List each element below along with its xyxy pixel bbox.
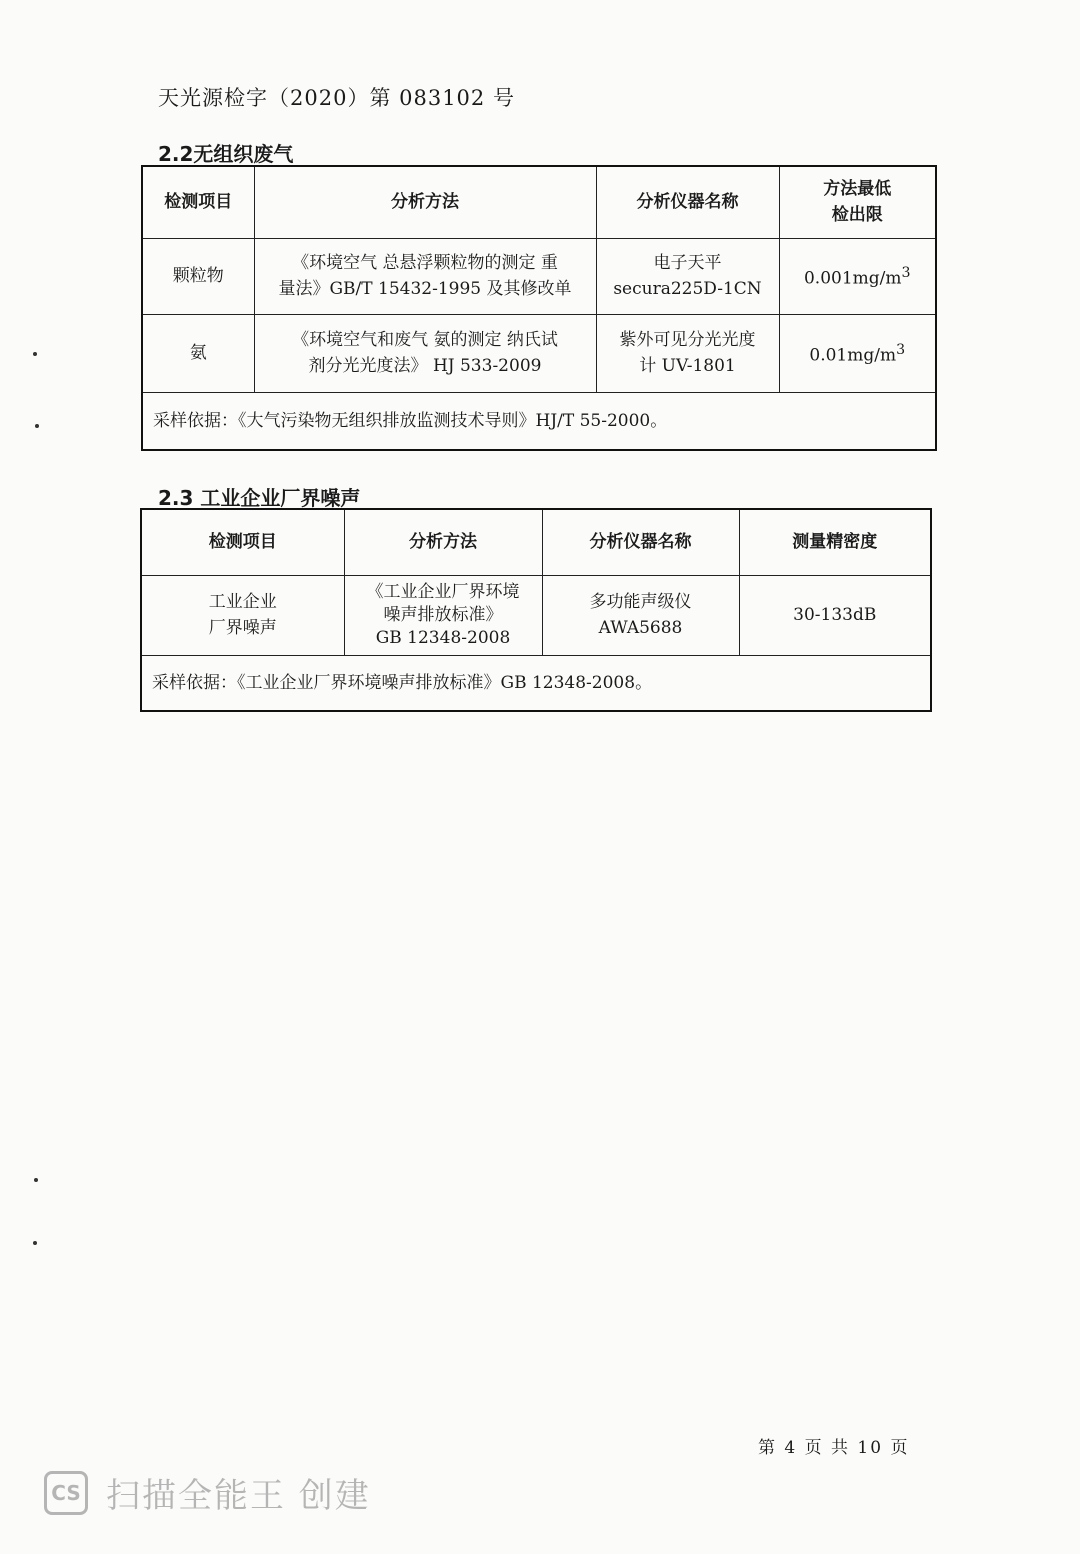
header-method: 分析方法 [344, 509, 542, 575]
limit-value: 0.01mg/m [809, 345, 897, 366]
header-instrument: 分析仪器名称 [596, 166, 779, 238]
item-line2: 厂界噪声 [208, 618, 277, 638]
header-limit-line1: 方法最低 [823, 179, 892, 200]
table-row [142, 238, 936, 314]
cell-instrument [542, 575, 739, 655]
instrument-line2: AWA5688 [598, 618, 683, 638]
method-line1: 《环境空气 总悬浮颗粒物的测定 重 [292, 253, 558, 273]
item-line1: 工业企业 [208, 592, 277, 612]
method-line2: 量法》GB/T 15432-1995 及其修改单 [278, 279, 572, 299]
table-row [142, 314, 936, 392]
limit-exponent: 3 [896, 342, 906, 359]
cell-instrument [596, 238, 779, 314]
instrument-line1: 紫外可见分光光度 [619, 330, 756, 350]
cell-precision: 30-133dB [739, 575, 931, 655]
fugitive-gas-table [141, 165, 937, 451]
method-line2: 剂分光光度法》 HJ 533-2009 [308, 356, 542, 376]
scan-speck [34, 1178, 38, 1182]
method-line2: 噪声排放标准》 [383, 604, 503, 625]
table-header-row [142, 166, 936, 238]
header-instrument: 分析仪器名称 [542, 509, 739, 575]
header-precision: 测量精密度 [739, 509, 931, 575]
header-method: 分析方法 [254, 166, 596, 238]
header-limit-line2: 检出限 [831, 205, 883, 226]
cell-method [254, 238, 596, 314]
instrument-line2: secura225D-1CN [613, 279, 762, 299]
cell-item: 颗粒物 [142, 238, 254, 314]
table-row [141, 575, 931, 655]
basis-row [142, 392, 936, 450]
instrument-line1: 电子天平 [653, 253, 722, 273]
basis-row [141, 655, 931, 711]
table-header-row [141, 509, 931, 575]
report-number: 天光源检字（2020）第 083102 号 [158, 86, 515, 110]
cell-method [344, 575, 542, 655]
header-item: 检测项目 [142, 166, 254, 238]
scan-speck [35, 424, 39, 428]
cell-item [141, 575, 344, 655]
section-2-3-title: 2.3 工业企业厂界噪声 [158, 486, 361, 510]
sampling-basis: 采样依据：《大气污染物无组织排放监测技术导则》HJ/T 55-2000。 [142, 392, 936, 450]
cell-limit [779, 238, 936, 314]
instrument-line2: 计 UV-1801 [639, 356, 736, 376]
cell-method [254, 314, 596, 392]
method-line1: 《工业企业厂界环境 [366, 581, 520, 602]
watermark-text: 扫描全能王 创建 [106, 1476, 371, 1516]
header-limit [779, 166, 936, 238]
sampling-basis: 采样依据：《工业企业厂界环境噪声排放标准》GB 12348-2008。 [141, 655, 931, 711]
scan-speck [33, 352, 37, 356]
method-line1: 《环境空气和废气 氨的测定 纳氏试 [292, 330, 558, 350]
scanner-watermark [44, 1468, 371, 1517]
page-number: 第 4 页 共 10 页 [758, 1438, 910, 1458]
cell-instrument [596, 314, 779, 392]
camscanner-logo-icon: CS [44, 1471, 88, 1515]
cell-item: 氨 [142, 314, 254, 392]
noise-table [140, 508, 932, 712]
limit-exponent: 3 [901, 265, 911, 282]
section-2-2-title: 2.2无组织废气 [158, 142, 294, 166]
limit-value: 0.001mg/m [803, 268, 902, 289]
header-item: 检测项目 [141, 509, 344, 575]
method-line3: GB 12348-2008 [375, 627, 511, 648]
instrument-line1: 多功能声级仪 [589, 592, 692, 612]
cell-limit [779, 314, 936, 392]
scan-speck [33, 1241, 37, 1245]
